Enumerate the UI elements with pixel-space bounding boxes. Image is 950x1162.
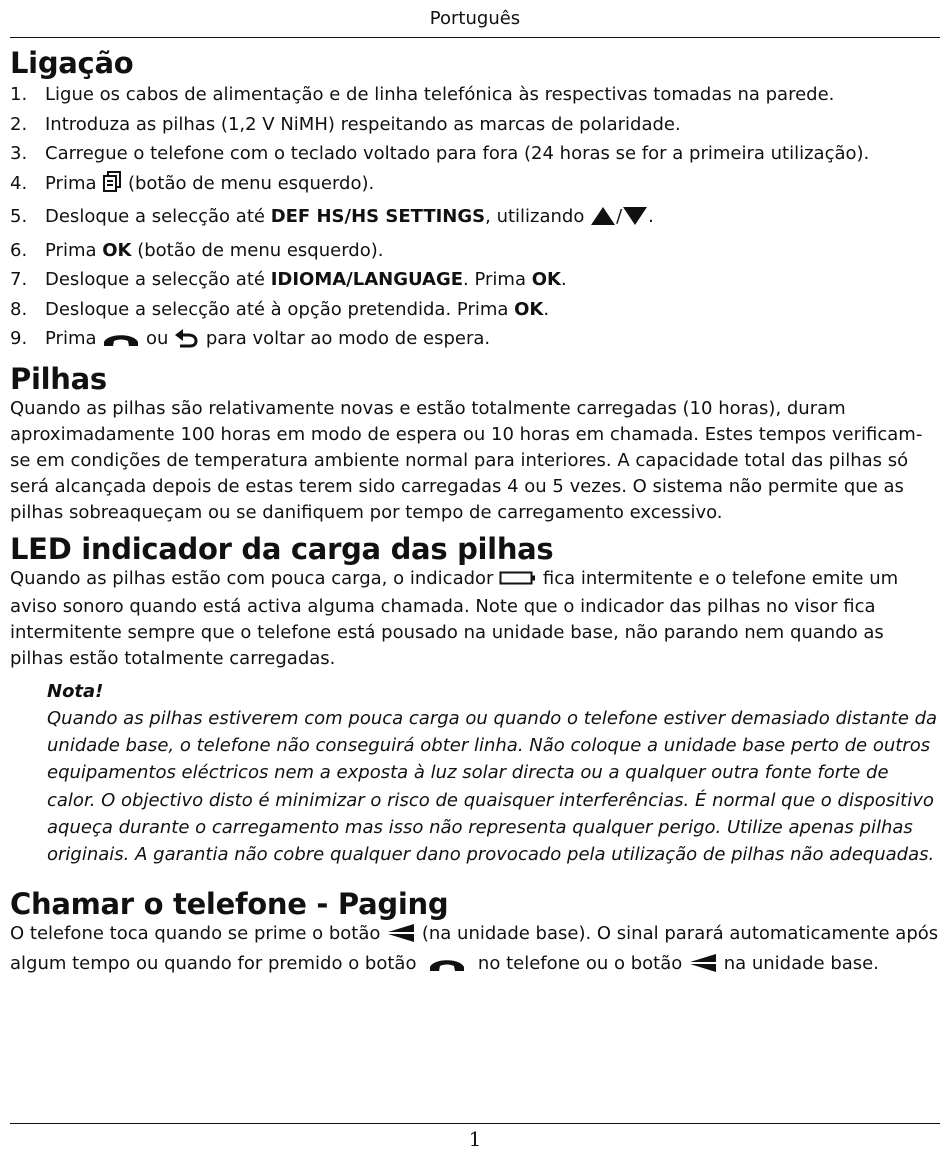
paging-text: na unidade base. [717,952,879,974]
note-title: Nota! [47,680,104,702]
step-number: 3. [10,143,28,164]
step-bold-text: OK [514,298,544,320]
step-number: 6. [10,239,28,261]
section-title-led: LED indicador da carga das pilhas [10,531,554,566]
down-arrow-icon [622,206,648,236]
paging-text: (na unidade base). O sinal parará automaticamente após algum tempo ou quando for premido o botão [10,922,939,974]
step-2 [10,110,942,140]
step-number: 5. [10,206,28,227]
led-text: Quando as pilhas estão com pouca carga, o indicador [10,567,500,589]
step-text: Prima [45,239,103,261]
step-number: 9. [10,328,28,349]
back-icon [174,326,200,358]
step-text: Prima [45,328,103,349]
step-text: para voltar ao modo de espera. [200,328,491,349]
paging-paragraph [10,921,942,981]
step-8 [10,295,942,325]
step-5 [10,202,942,236]
paging-icon [688,953,718,981]
end-call-icon [102,328,140,358]
battery-icon [499,568,537,594]
connection-steps [10,80,942,358]
step-bold-text: IDIOMA/LANGUAGE [270,269,464,290]
step-text: Desloque a selecção até [45,269,271,290]
step-text: Carregue o telefone com o teclado voltado para fora (24 horas se for a primeira utilização). [45,143,870,164]
note-box [47,678,942,869]
led-text: fica intermitente e o telefone emite um aviso sonoro quando está activa alguma chamada. Note que o indicador das pilhas no visor fica intermitente sempre que o telefone está pousado na unidade base, não parando nem quando as pilhas estão totalmente carregadas. [10,567,899,669]
step-7 [10,265,942,295]
step-bold-text: OK [102,239,132,261]
note-text: Quando as pilhas estiverem com pouca carga ou quando o telefone estiver demasiado distante da unidade base, o telefone não conseguirá obter linha. Não coloque a unidade base perto de outros equipamentos eléctricos nem a exposta à luz solar directa ou a qualquer outra fonte forte de calor. O objectivo disto é minimizar o risco de quaisquer interferências. É normal que o dispositivo aqueça durante o carregamento mas isso não representa qualquer perigo. Utilize apenas pilhas originais. A garantia não cobre qualquer dano provocado pela utilização de pilhas não adequadas. [47,707,938,866]
page-footer [10,1123,940,1154]
step-text: (botão de menu esquerdo). [131,239,384,261]
batteries-paragraph: Quando as pilhas são relativamente novas e estão totalmente carregadas (10 horas), duram aproximadamente 100 horas em modo de espera ou 10 horas em chamada. Estes tempos verificam-se em condições de temperatura ambiente normal para interiores. A capacidade total das pilhas só será alcançada depois de estas terem sido carregadas 4 ou 5 vezes. O sistema não permite que as pilhas sobreaqueçam ou se danifiquem por tempo de carregamento excessivo. [10,397,923,523]
step-text: Desloque a selecção até [45,206,271,227]
paging-text: no telefone ou o botão [472,952,688,974]
step-number: 2. [10,113,28,135]
step-text: Ligue os cabos de alimentação e de linha telefónica às respectivas tomadas na parede. [45,84,835,105]
step-3 [10,139,942,169]
led-paragraph [10,566,942,672]
step-number: 8. [10,298,28,320]
step-text: . Prima [463,269,532,290]
step-4 [10,169,942,203]
step-1 [10,80,942,110]
paging-icon [386,923,416,951]
section-title-batteries: Pilhas [10,361,107,396]
page-content [10,46,942,981]
menu-icon [102,171,122,203]
step-text: Desloque a selecção até à opção pretendida. Prima [45,298,515,320]
step-9 [10,324,942,358]
step-number: 4. [10,172,28,194]
page-number: 1 [468,1127,482,1151]
end-call-icon [422,955,472,981]
step-text: . [560,269,567,290]
page-header [10,0,940,38]
step-text: . [648,206,654,227]
step-text: , utilizando [485,206,591,227]
paging-text: O telefone toca quando se prime o botão [10,922,387,944]
step-6 [10,236,942,266]
step-text: Introduza as pilhas (1,2 V NiMH) respeitando as marcas de polaridade. [45,113,681,135]
step-number: 1. [10,84,28,105]
step-text: Prima [45,172,103,194]
up-arrow-icon [590,206,616,236]
step-text: . [543,298,550,320]
step-text: (botão de menu esquerdo). [122,172,375,194]
header-language: Português [429,8,521,29]
step-bold-text: OK [531,269,561,290]
step-bold-text: DEF HS/HS SETTINGS [270,206,486,227]
step-text: / [616,206,623,227]
section-title-connection: Ligação [10,46,134,80]
section-title-paging: Chamar o telefone - Paging [10,886,449,921]
step-text: ou [140,328,175,349]
step-number: 7. [10,269,28,290]
